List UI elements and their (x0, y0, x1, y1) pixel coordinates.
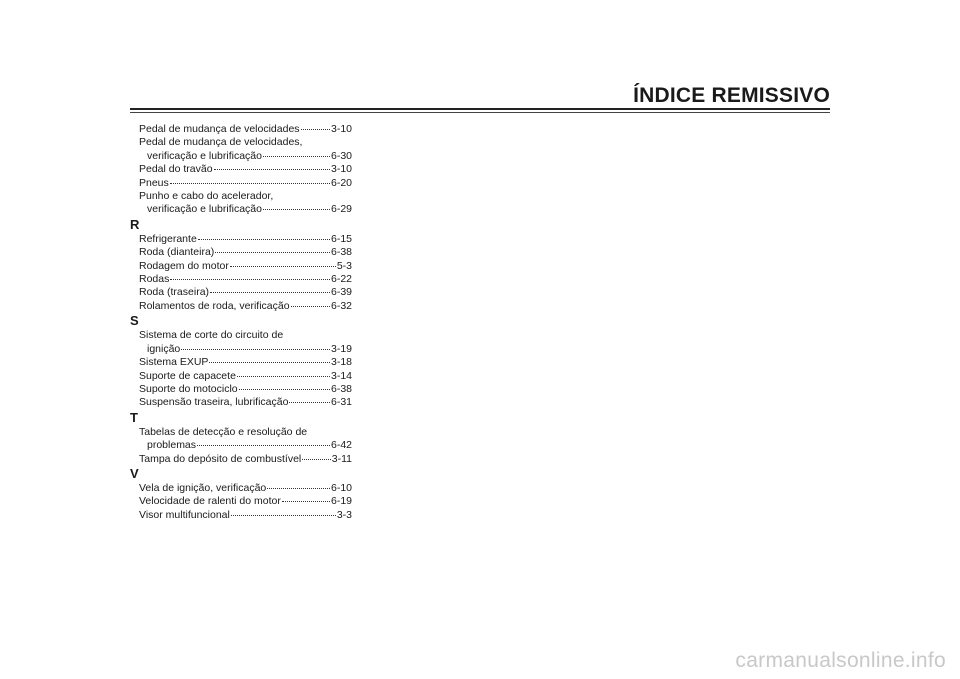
index-entry (130, 300, 352, 313)
dot-leader (301, 129, 330, 130)
dot-leader (302, 459, 330, 460)
index-entry-text: Pneus (139, 176, 169, 189)
index-entry-page: 6-10 (330, 481, 352, 494)
index-entry-text: Refrigerante (139, 232, 197, 245)
index-entry-text: Rodagem do motor (139, 259, 229, 272)
index-entry (130, 273, 352, 286)
index-entry-text: Suporte do motociclo (139, 382, 238, 395)
index-entry-text: Rodas (139, 273, 170, 286)
index-entry-text: problemas (147, 439, 197, 452)
index-entry (130, 150, 352, 163)
index-entry (130, 163, 352, 176)
dot-leader (170, 183, 330, 184)
index-entry (130, 383, 352, 396)
index-entry-page: 6-22 (330, 273, 352, 286)
index-entry (130, 495, 352, 508)
index-entry-page: 6-29 (330, 203, 352, 216)
dot-leader (230, 266, 336, 267)
dot-leader (209, 362, 330, 363)
index-entry-text: verificação e lubrificação (147, 149, 262, 162)
index-entry-page: 3-3 (336, 508, 352, 521)
index-entry-text: Roda (dianteira) (139, 246, 215, 259)
index-entry-page: 3-10 (330, 163, 352, 176)
index-entry-text: ignição (147, 342, 181, 355)
index-entry (130, 343, 352, 356)
index-entry-page: 6-42 (330, 439, 352, 452)
index-entry-page: 5-3 (336, 259, 352, 272)
index-entry-text: Roda (traseira) (139, 286, 210, 299)
index-entry-page: 6-38 (330, 246, 352, 259)
dot-leader (210, 292, 330, 293)
index-entry-text: verificação e lubrificação (147, 203, 262, 216)
index-entry-text: Suspensão traseira, lubrificação (139, 396, 289, 409)
index-entry (130, 370, 352, 383)
index-letter-r: R (130, 216, 140, 232)
dot-leader (267, 488, 330, 489)
index-entry (130, 482, 352, 495)
index-entry-page: 3-19 (330, 342, 352, 355)
title-rule-thick (130, 108, 830, 110)
dot-leader (198, 239, 330, 240)
index-entry-page: 6-31 (330, 396, 352, 409)
dot-leader (263, 209, 330, 210)
dot-leader (237, 376, 330, 377)
dot-leader (231, 515, 336, 516)
index-entry-text: Pedal do travão (139, 163, 213, 176)
dot-leader (181, 349, 330, 350)
index-letter-v: V (130, 465, 139, 481)
index-entry-lead: Tabelas de detecção e resolução de (139, 425, 308, 438)
dot-leader (214, 169, 330, 170)
title-rule-thin (130, 112, 830, 113)
index-entry-text: Suporte de capacete (139, 369, 236, 382)
index-entry-page: 6-30 (330, 149, 352, 162)
index-entry (130, 177, 352, 190)
index-entry-page: 3-18 (330, 356, 352, 369)
index-entry-text: Tampa do depósito de combustível (139, 452, 302, 465)
index-entry (130, 356, 352, 369)
index-entry-page: 6-32 (330, 299, 352, 312)
index-entry (130, 286, 352, 299)
index-entry-page: 6-39 (330, 286, 352, 299)
index-column (130, 123, 352, 522)
dot-leader (263, 156, 330, 157)
index-entry-text: Visor multifuncional (139, 508, 230, 521)
index-entry-page: 6-38 (330, 382, 352, 395)
dot-leader (215, 252, 330, 253)
index-entry-page: 3-11 (331, 452, 352, 465)
dot-leader (170, 279, 330, 280)
index-entry (130, 203, 352, 216)
index-entry (130, 260, 352, 273)
index-entry-page: 3-14 (330, 369, 352, 382)
index-entry (130, 439, 352, 452)
dot-leader (282, 501, 330, 502)
dot-leader (291, 306, 330, 307)
index-entry-text: Rolamentos de roda, verificação (139, 299, 290, 312)
watermark: carmanualsonline.info (735, 649, 946, 672)
index-entry (130, 453, 352, 466)
index-entry-lead: Sistema de corte do circuito de (139, 329, 284, 342)
index-entry (130, 246, 352, 259)
index-entry-page: 3-10 (330, 123, 352, 135)
dot-leader (239, 389, 330, 390)
index-entry-page: 6-20 (330, 176, 352, 189)
index-letter-t: T (130, 409, 138, 425)
index-entry-lead: Pedal de mudança de velocidades, (139, 136, 303, 149)
index-entry (130, 233, 352, 246)
index-letter-s: S (130, 313, 139, 329)
index-entry (130, 123, 352, 136)
index-entry-text: Sistema EXUP (139, 356, 209, 369)
page-title: ÍNDICE REMISSIVO (633, 84, 830, 107)
index-entry (130, 509, 352, 522)
index-entry-page: 6-19 (330, 495, 352, 508)
index-entry-page: 6-15 (330, 232, 352, 245)
dot-leader (289, 402, 330, 403)
index-entry-text: Pedal de mudança de velocidades (139, 123, 300, 135)
dot-leader (197, 445, 330, 446)
index-entry (130, 396, 352, 409)
index-entry-lead: Punho e cabo do acelerador, (139, 190, 274, 203)
index-entry-text: Velocidade de ralenti do motor (139, 495, 281, 508)
index-entry-text: Vela de ignição, verificação (139, 481, 267, 494)
